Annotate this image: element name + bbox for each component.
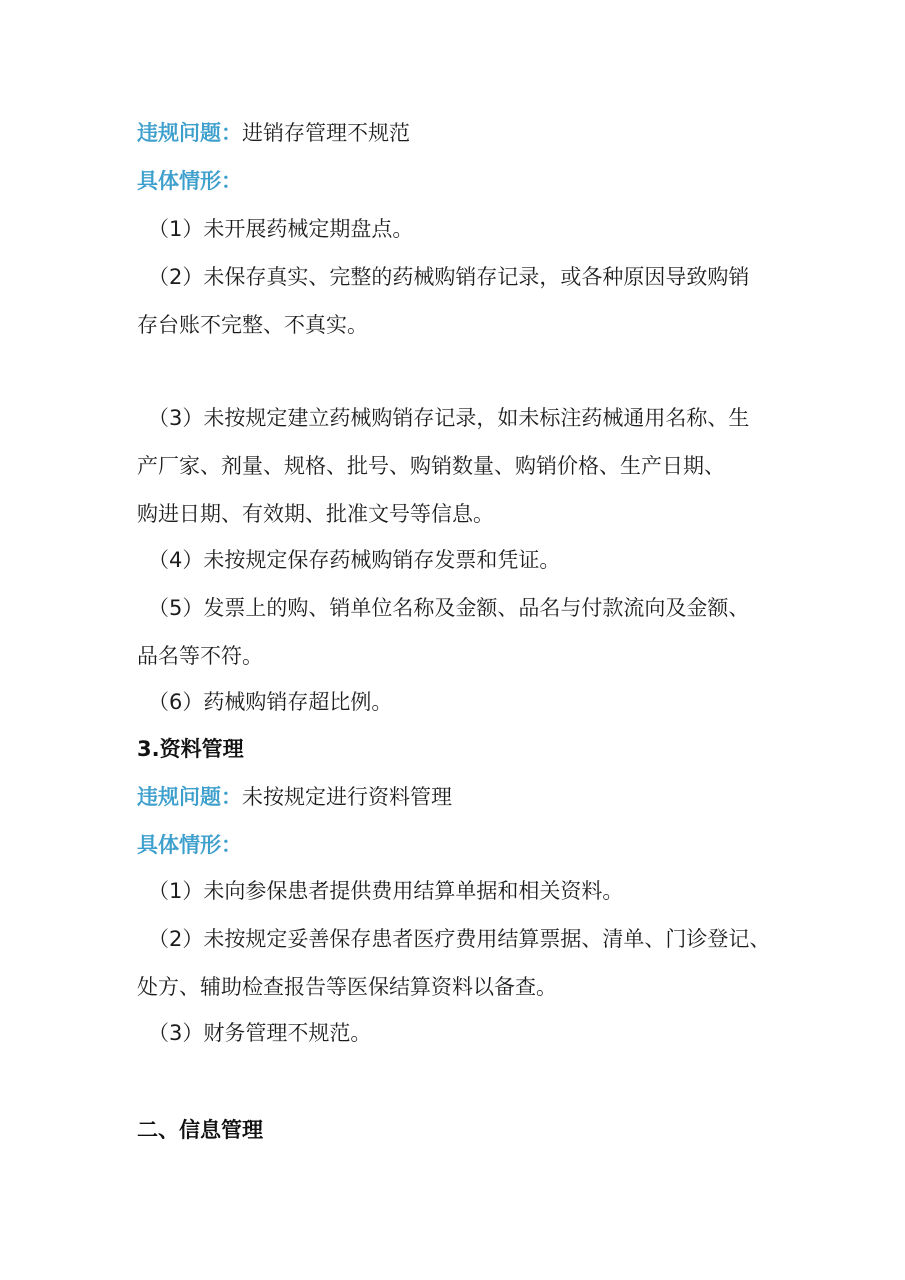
list-item-continuation: 产厂家、剂量、规格、批号、购销数量、购销价格、生产日期、 (137, 454, 725, 478)
violation-text: 进销存管理不规范 (242, 121, 410, 145)
violation-line (137, 783, 452, 811)
list-item: （6）药械购销存超比例。 (148, 690, 393, 714)
situation-label: 具体情形： (137, 833, 242, 857)
section-heading: 3.资料管理 (137, 737, 244, 761)
situation-label: 具体情形： (137, 169, 242, 193)
list-item: （3）财务管理不规范。 (148, 1021, 372, 1045)
violation-text: 未按规定进行资料管理 (242, 785, 452, 809)
list-item: （2）未保存真实、完整的药械购销存记录，或各种原因导致购销 (148, 265, 750, 289)
list-item-continuation: 存台账不完整、不真实。 (137, 313, 368, 337)
list-item: （5）发票上的购、销单位名称及金额、品名与付款流向及金额、 (148, 596, 750, 620)
list-item: （1）未开展药械定期盘点。 (148, 217, 414, 241)
list-item-continuation: 处方、辅助检查报告等医保结算资料以备查。 (137, 975, 557, 999)
violation-line (137, 119, 410, 147)
violation-label: 违规问题： (137, 785, 242, 809)
list-item: （3）未按规定建立药械购销存记录，如未标注药械通用名称、生 (148, 406, 750, 430)
list-item: （1）未向参保患者提供费用结算单据和相关资料。 (148, 879, 624, 903)
chapter-heading: 二、信息管理 (137, 1118, 263, 1142)
list-item: （4）未按规定保存药械购销存发票和凭证。 (148, 548, 561, 572)
list-item-continuation: 购进日期、有效期、批准文号等信息。 (137, 502, 494, 526)
list-item: （2）未按规定妥善保存患者医疗费用结算票据、清单、门诊登记、 (148, 927, 771, 951)
violation-label: 违规问题： (137, 121, 242, 145)
list-item-continuation: 品名等不符。 (137, 644, 263, 668)
